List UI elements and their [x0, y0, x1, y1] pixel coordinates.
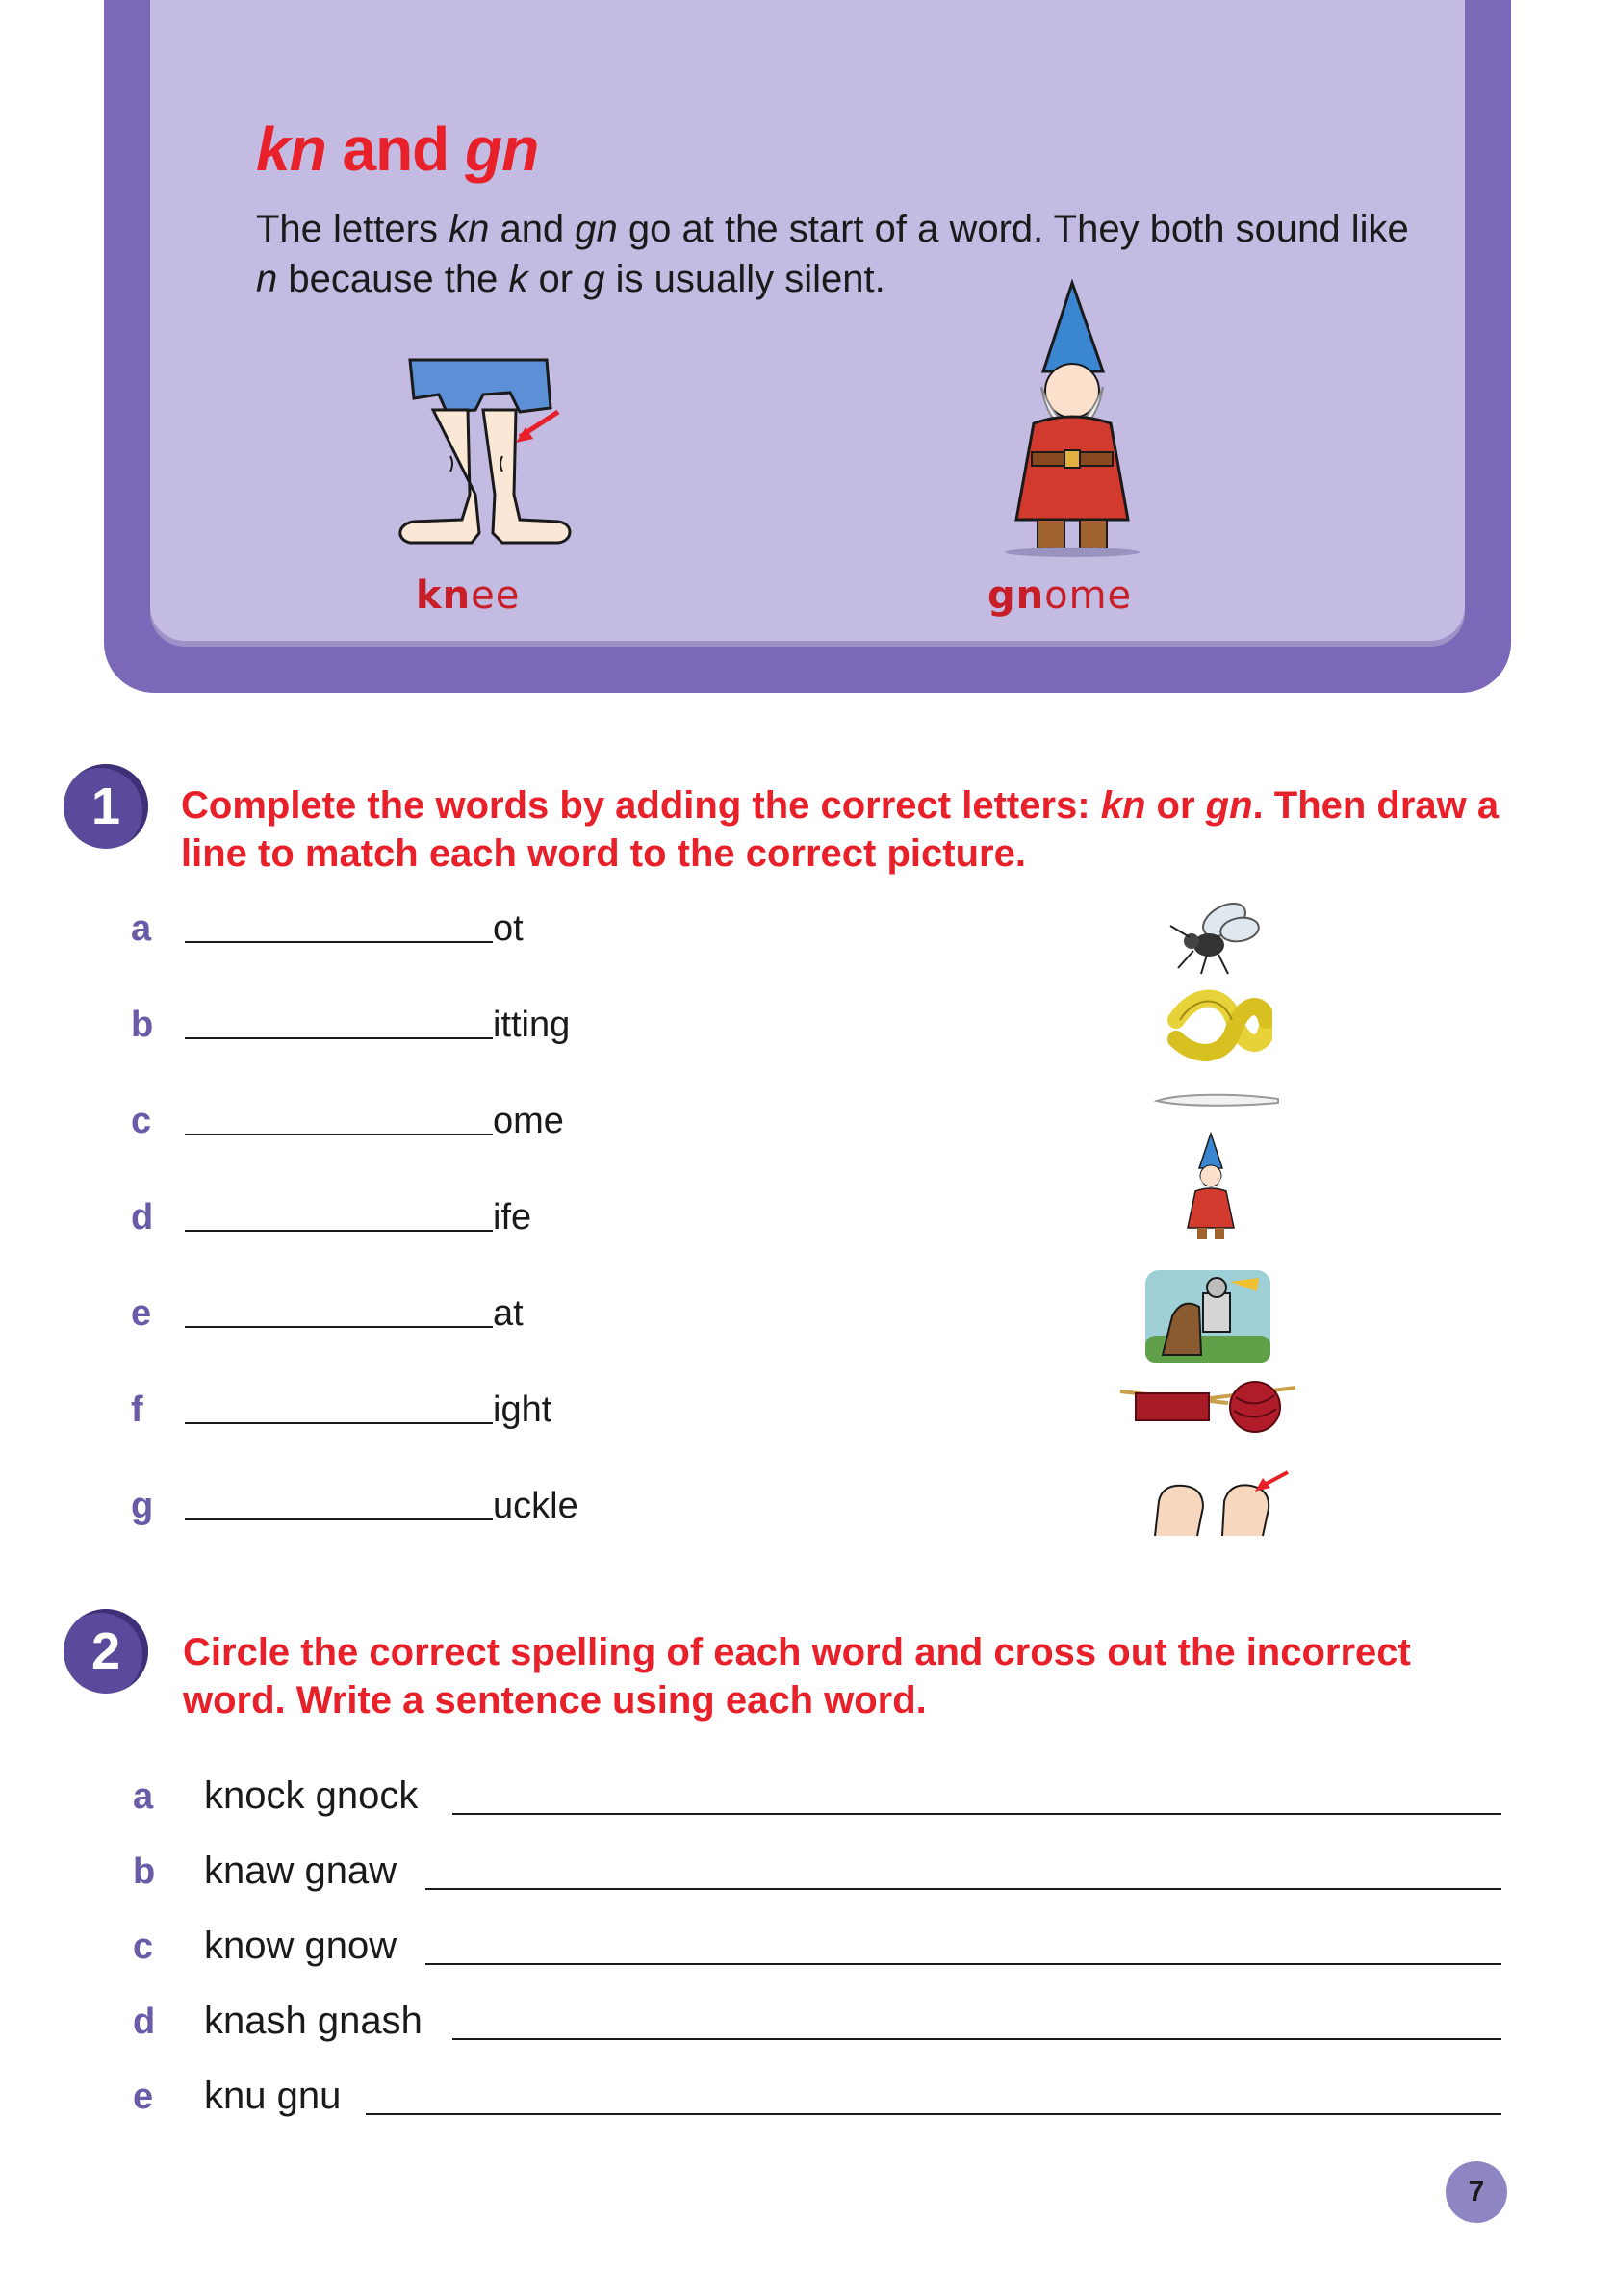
- info-panel-inner: [150, 0, 1465, 647]
- q2-sentence-line[interactable]: [425, 1888, 1501, 1890]
- q2-word-pair[interactable]: knu gnu: [204, 2075, 342, 2117]
- q2-sentence-line[interactable]: [366, 2113, 1501, 2115]
- q1-answer-blank[interactable]: [185, 941, 493, 943]
- q1-word-ending: ight: [493, 1390, 552, 1430]
- q2-row-letter: c: [133, 1926, 154, 1967]
- knuckle-icon[interactable]: [1143, 1463, 1297, 1540]
- gnome-icon[interactable]: [1180, 1132, 1242, 1243]
- title-kn: kn: [256, 115, 326, 184]
- q2-word-pair[interactable]: knash gnash: [204, 2000, 423, 2042]
- knife-icon[interactable]: [1151, 1089, 1282, 1112]
- question-2-number: 2: [64, 1609, 148, 1694]
- q1-row-letter: b: [131, 1005, 154, 1045]
- q2-sentence-line[interactable]: [452, 2038, 1501, 2040]
- q1-word-ending: ot: [493, 908, 524, 949]
- q1-row-letter: e: [131, 1293, 152, 1334]
- caption-gnome: gnome: [987, 574, 1133, 618]
- page-title: [256, 114, 538, 185]
- q2-word-pair[interactable]: know gnow: [204, 1925, 397, 1967]
- gnat-icon[interactable]: [1165, 897, 1270, 978]
- q2-word-pair[interactable]: knaw gnaw: [204, 1850, 397, 1892]
- q1-answer-blank[interactable]: [185, 1230, 493, 1232]
- q1-row-letter: c: [131, 1101, 152, 1141]
- page-number-badge: 7: [1446, 2161, 1507, 2223]
- question-2-text: Circle the correct spelling of each word and cross out the incorrect word. Write a sentence using each word.: [183, 1631, 1411, 1722]
- knee-illustration: [375, 350, 587, 562]
- q2-row-letter: d: [133, 2002, 156, 2042]
- knight-icon[interactable]: [1143, 1268, 1272, 1365]
- q1-word-ending: at: [493, 1293, 524, 1334]
- q2-sentence-line[interactable]: [452, 1813, 1501, 1815]
- title-gn: gn: [465, 115, 539, 184]
- q2-row-letter: b: [133, 1851, 156, 1892]
- q1-answer-blank[interactable]: [185, 1326, 493, 1328]
- q2-row-letter: a: [133, 1776, 154, 1817]
- knot-icon[interactable]: [1166, 982, 1272, 1070]
- q1-row-letter: f: [131, 1390, 143, 1430]
- title-and: and: [325, 115, 466, 184]
- q1-word-ending: uckle: [493, 1486, 578, 1526]
- q2-word-pair[interactable]: knock gnock: [204, 1774, 419, 1817]
- q1-word-ending: ome: [493, 1101, 564, 1141]
- q1-answer-blank[interactable]: [185, 1134, 493, 1135]
- question-1-number: 1: [64, 764, 148, 849]
- q2-sentence-line[interactable]: [425, 1963, 1501, 1965]
- caption-knee: knee: [416, 574, 521, 618]
- knitting-icon[interactable]: [1116, 1378, 1299, 1436]
- info-panel: [104, 0, 1511, 693]
- question-1-text: Complete the words by adding the correct letters: kn or gn. Then draw a line to match each word to the correct picture.: [181, 784, 1500, 875]
- q1-row-letter: d: [131, 1197, 154, 1237]
- q1-word-ending: itting: [493, 1005, 571, 1045]
- q1-answer-blank[interactable]: [185, 1518, 493, 1520]
- q1-row-letter: g: [131, 1486, 154, 1526]
- q2-row-letter: e: [133, 2077, 154, 2117]
- gnome-illustration: [984, 279, 1157, 558]
- q1-word-ending: ife: [493, 1197, 532, 1237]
- intro-text: The letters kn and gn go at the start of a word. They both sound like n because the k or g is usually silent.: [256, 208, 1409, 300]
- q1-answer-blank[interactable]: [185, 1037, 493, 1039]
- q1-row-letter: a: [131, 908, 152, 949]
- q1-answer-blank[interactable]: [185, 1422, 493, 1424]
